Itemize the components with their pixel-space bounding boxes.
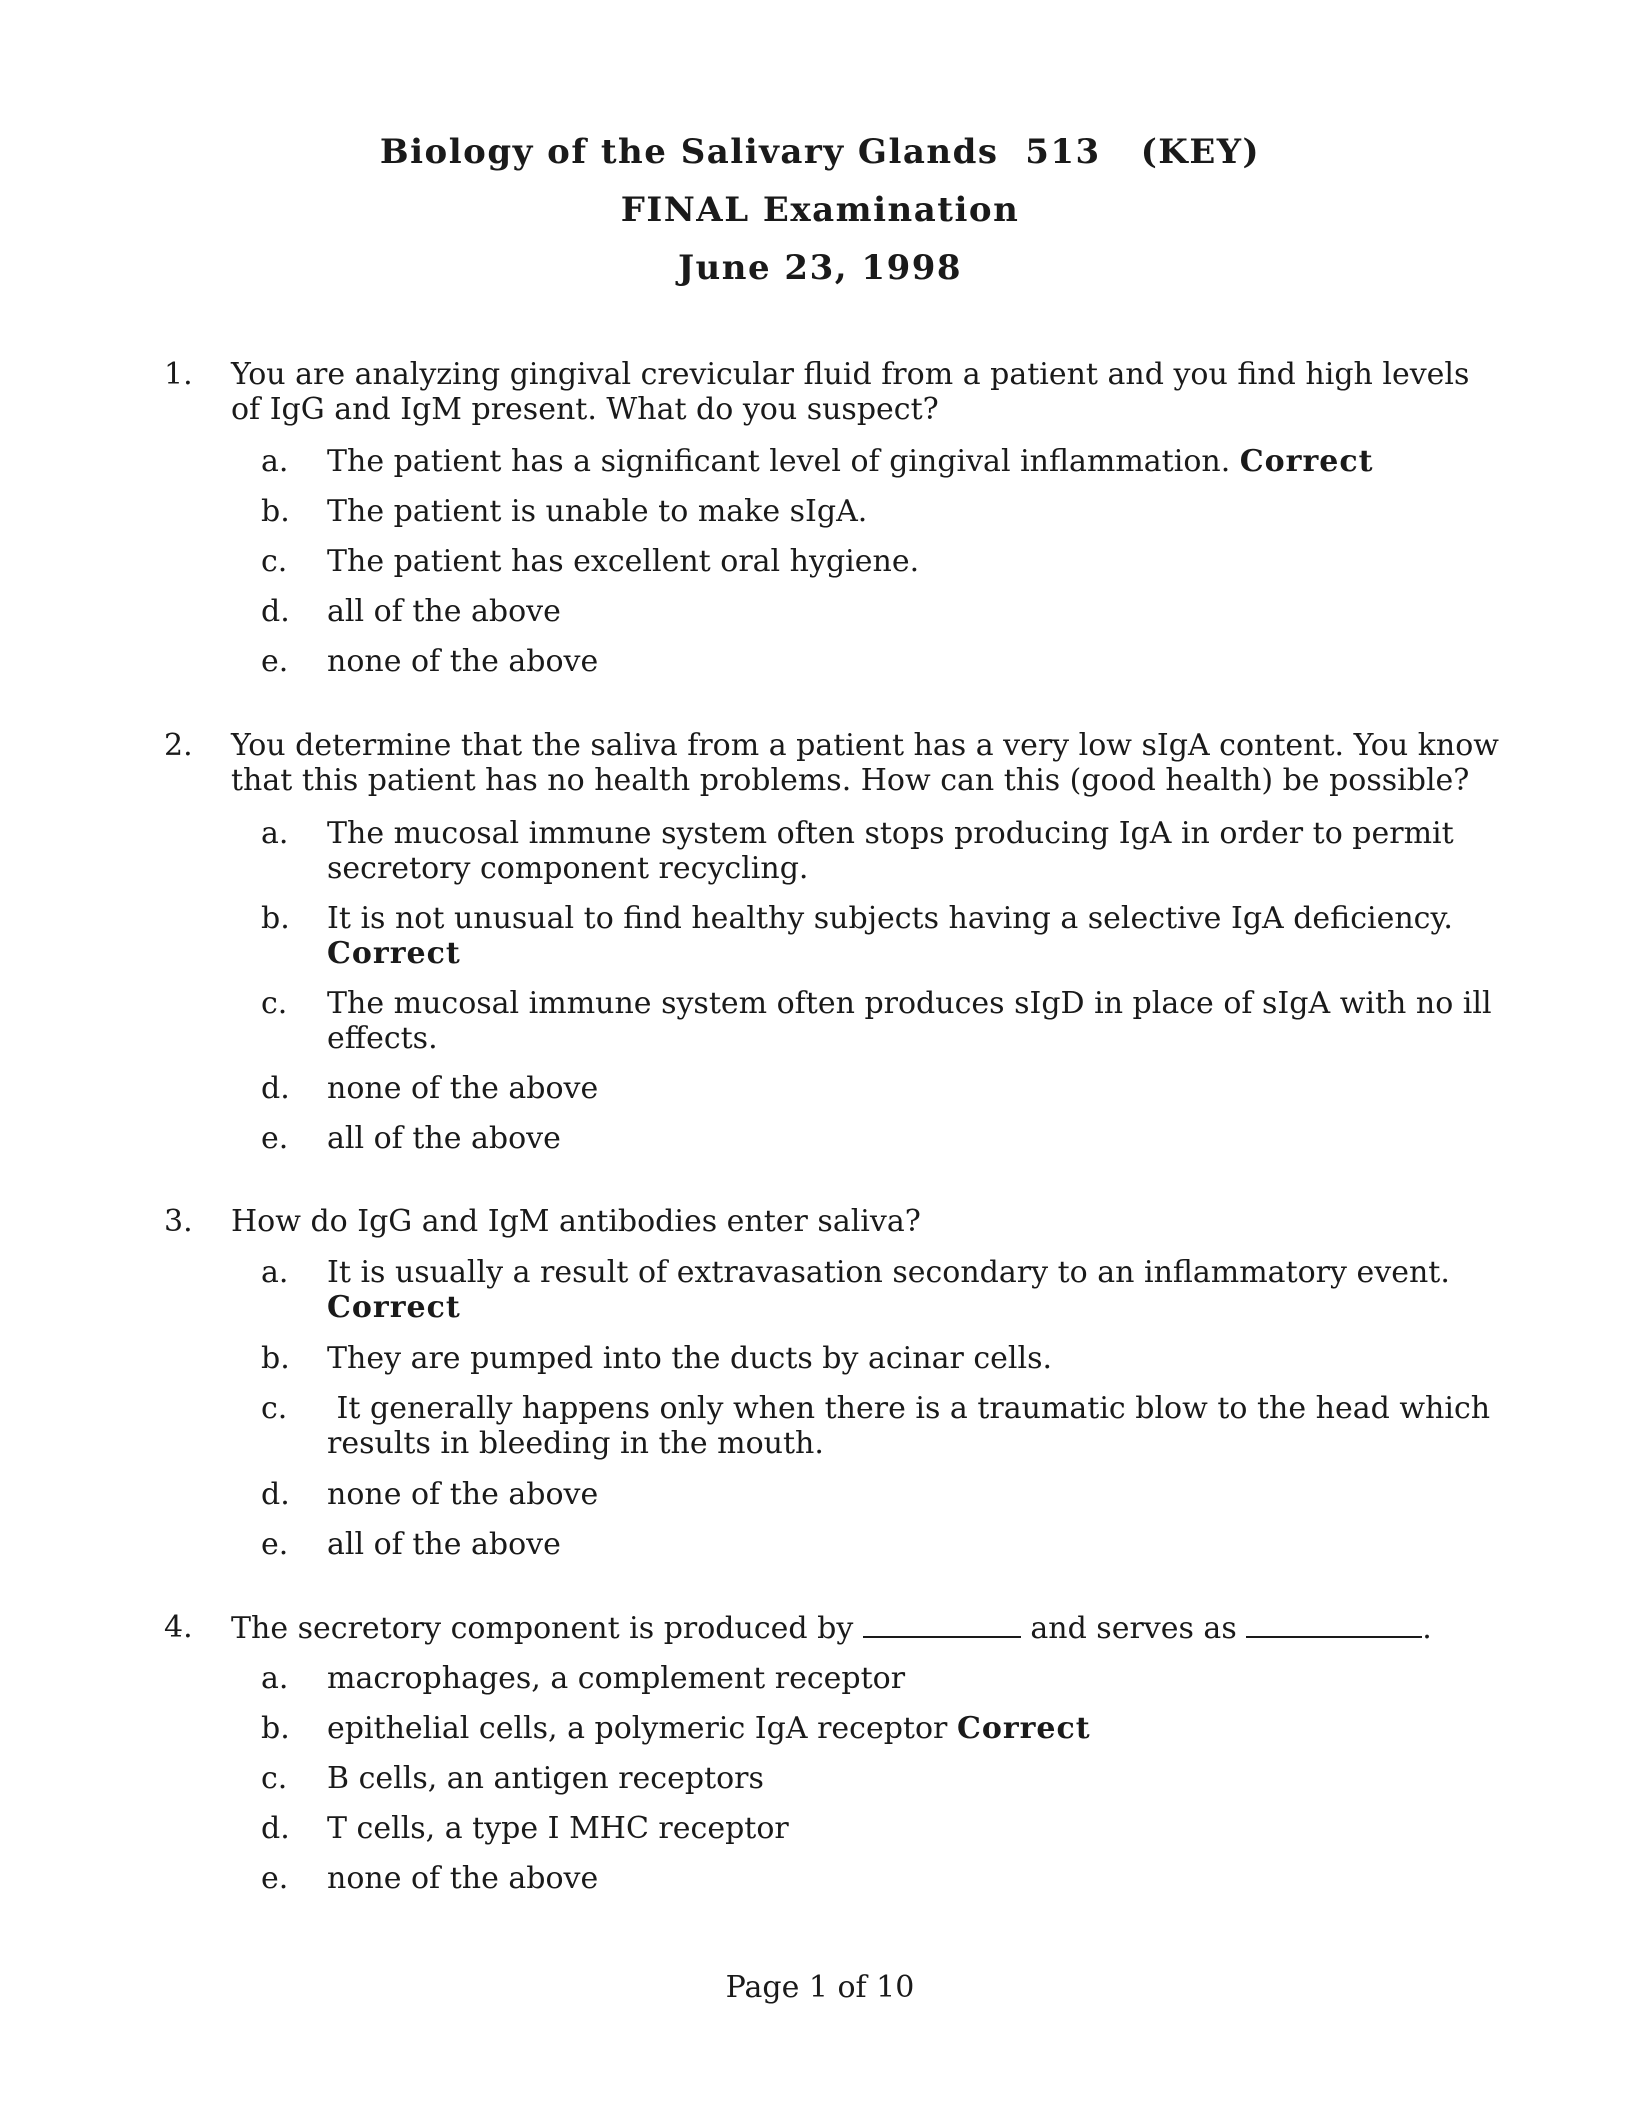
option-letter: c.: [261, 1391, 288, 1426]
option-letter: a.: [261, 816, 289, 851]
option-letter: c.: [261, 544, 288, 579]
option-text: [327, 1711, 1497, 1746]
question-number: 3.: [164, 1204, 193, 1239]
exam-subtitle: FINAL Examination: [620, 190, 1020, 230]
question-text: [231, 1610, 1501, 1646]
option-text-body: It is usually a result of extravasation secondary to an inflammatory event.: [327, 1255, 1450, 1290]
option-text: The mucosal immune system often stops producing IgA in order to permit secretory component recycling.: [327, 816, 1454, 886]
option-text: The patient is unable to make sIgA.: [327, 494, 868, 529]
option-text: [327, 1255, 1497, 1325]
exam-date: June 23, 1998: [677, 248, 963, 288]
option-text: [327, 444, 1497, 479]
option-letter: d.: [261, 1811, 290, 1846]
option-letter: e.: [261, 644, 289, 679]
question-number: 1.: [164, 357, 193, 392]
option-text: It generally happens only when there is a traumatic blow to the head which results in bleeding in the mouth.: [327, 1391, 1500, 1461]
option-letter: a.: [261, 444, 289, 479]
option-letter: b.: [261, 901, 290, 936]
correct-marker: Correct: [327, 936, 461, 971]
option-letter: c.: [261, 1761, 288, 1796]
option-letter: e.: [261, 1861, 289, 1896]
option-text: none of the above: [327, 1477, 599, 1512]
correct-marker: Correct: [327, 1290, 461, 1325]
option-letter: e.: [261, 1121, 289, 1156]
option-text-body: epithelial cells, a polymeric IgA receptor: [327, 1711, 948, 1746]
question-number: 4.: [164, 1610, 193, 1645]
option-text: They are pumped into the ducts by acinar cells.: [327, 1341, 1053, 1376]
option-text: all of the above: [327, 1527, 561, 1562]
fill-in-blank: [1246, 1610, 1422, 1638]
correct-marker: Correct: [956, 1711, 1091, 1746]
question-text: You are analyzing gingival crevicular fluid from a patient and you find high levels of IgG and IgM present. What do you suspect?: [231, 357, 1470, 427]
option-letter: a.: [261, 1255, 289, 1290]
option-text-body: The patient has a significant level of gingival inflammation.: [327, 444, 1231, 479]
option-text: The patient has excellent oral hygiene.: [327, 544, 920, 579]
question-text-part: .: [1422, 1611, 1432, 1646]
option-text: none of the above: [327, 1071, 599, 1106]
option-text: [327, 901, 1497, 971]
fill-in-blank: [863, 1610, 1021, 1638]
option-text: macrophages, a complement receptor: [327, 1661, 906, 1696]
correct-marker: Correct: [1239, 444, 1374, 479]
option-letter: b.: [261, 1711, 290, 1746]
option-letter: a.: [261, 1661, 289, 1696]
option-text-body: It is not unusual to find healthy subjects having a selective IgA deficiency.: [327, 901, 1453, 936]
option-text: The mucosal immune system often produces sIgD in place of sIgA with no ill effects.: [327, 986, 1492, 1056]
page-number: Page 1 of 10: [725, 1970, 915, 2005]
option-text: all of the above: [327, 594, 561, 629]
exam-title: Biology of the Salivary Glands 513 (KEY): [379, 132, 1261, 172]
option-text: B cells, an antigen receptors: [327, 1761, 764, 1796]
option-text: none of the above: [327, 644, 599, 679]
option-text: T cells, a type I MHC receptor: [327, 1811, 789, 1846]
option-letter: e.: [261, 1527, 289, 1562]
option-letter: d.: [261, 1071, 290, 1106]
option-letter: d.: [261, 594, 290, 629]
option-text: all of the above: [327, 1121, 561, 1156]
option-letter: b.: [261, 1341, 290, 1376]
option-letter: d.: [261, 1477, 290, 1512]
option-text: none of the above: [327, 1861, 599, 1896]
option-letter: b.: [261, 494, 290, 529]
option-letter: c.: [261, 986, 288, 1021]
question-number: 2.: [164, 728, 193, 763]
question-text: You determine that the saliva from a patient has a very low sIgA content. You know that this patient has no health problems. How can this (good health) be possible?: [231, 728, 1499, 798]
question-text: How do IgG and IgM antibodies enter saliva?: [231, 1204, 921, 1239]
question-text-part: The secretory component is produced by: [231, 1611, 863, 1646]
question-text-part: and serves as: [1020, 1611, 1247, 1646]
